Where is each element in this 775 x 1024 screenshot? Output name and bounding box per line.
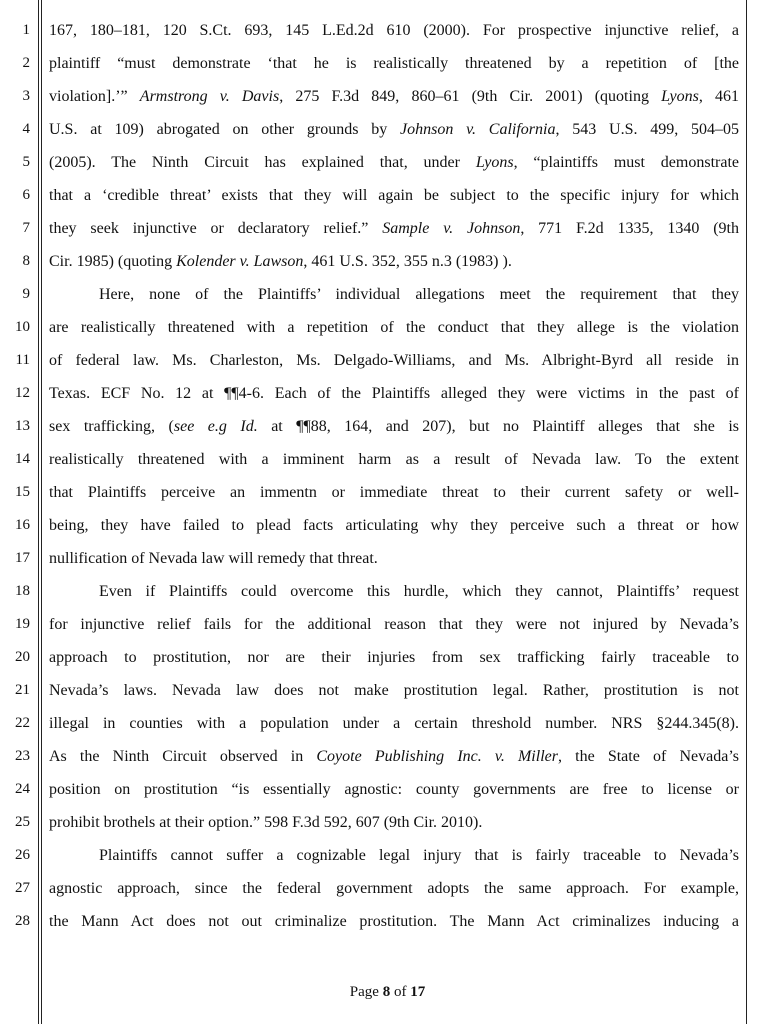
text-line: Cir. 1985) (quoting Kolender v. Lawson, 461 U.S. 352, 355 n.3 (1983) ).: [49, 253, 512, 270]
text-line: Even if Plaintiffs could overcome this hurdle, which they cannot, Plaintiffs’ request: [99, 583, 739, 600]
line-number: 23: [15, 748, 30, 764]
text-line: that Plaintiffs perceive an immentn or immediate threat to their current safety or well-: [49, 484, 739, 501]
line-number: 5: [22, 154, 30, 170]
line-number: 22: [15, 715, 30, 731]
line-number: 27: [15, 880, 30, 896]
line-number: 6: [22, 187, 30, 203]
line-number: 11: [15, 352, 30, 368]
text-line: illegal in counties with a population under a certain threshold number. NRS §244.345(8).: [49, 715, 739, 732]
text-line: being, they have failed to plead facts articulating why they perceive such a threat or how: [49, 517, 739, 534]
text-line: U.S. at 109) abrogated on other grounds by Johnson v. California, 543 U.S. 499, 504–05: [49, 121, 739, 138]
text-line: realistically threatened with a imminent harm as a result of Nevada law. To the extent: [49, 451, 739, 468]
left-margin-rule-outer: [38, 0, 39, 1024]
left-margin-rule-inner: [41, 0, 42, 1024]
line-number: 12: [15, 385, 30, 401]
line-number: 20: [15, 649, 30, 665]
text-line: of federal law. Ms. Charleston, Ms. Delgado-Williams, and Ms. Albright-Byrd all reside in: [49, 352, 739, 369]
current-page-number: 8: [382, 984, 391, 1000]
text-line: plaintiff “must demonstrate ‘that he is realistically threatened by a repetition of [the: [49, 55, 739, 72]
text-line: that a ‘credible threat’ exists that they will again be subject to the specific injury for which: [49, 187, 739, 204]
line-number: 15: [15, 484, 30, 500]
text-line: Nevada’s laws. Nevada law does not make prostitution legal. Rather, prostitution is not: [49, 682, 739, 699]
line-number: 25: [15, 814, 30, 830]
line-number: 4: [22, 121, 30, 137]
line-number: 28: [15, 913, 30, 929]
text-line: Plaintiffs cannot suffer a cognizable legal injury that is fairly traceable to Nevada’s: [99, 847, 739, 864]
footer-of: of: [390, 984, 411, 1000]
line-number: 10: [15, 319, 30, 335]
line-number: 18: [15, 583, 30, 599]
line-number: 13: [15, 418, 30, 434]
line-number: 21: [15, 682, 30, 698]
line-number: 26: [15, 847, 30, 863]
line-number: 16: [15, 517, 30, 533]
text-line: prohibit brothels at their option.” 598 F.3d 592, 607 (9th Cir. 2010).: [49, 814, 483, 831]
right-margin-rule: [746, 0, 747, 1024]
line-number: 3: [22, 88, 30, 104]
text-line: for injunctive relief fails for the additional reason that they were not injured by Nevada’s: [49, 616, 739, 633]
line-number: 17: [15, 550, 30, 566]
page-footer: [0, 984, 775, 1001]
text-line: violation].’” Armstrong v. Davis, 275 F.3d 849, 860–61 (9th Cir. 2001) (quoting Lyons, 461: [49, 88, 739, 105]
text-line: position on prostitution “is essentially agnostic: county governments are free to license or: [49, 781, 739, 798]
line-number: 19: [15, 616, 30, 632]
text-line: sex trafficking, (see e.g Id. at ¶¶88, 164, and 207), but no Plaintiff alleges that she is: [49, 418, 739, 435]
line-number: 24: [15, 781, 30, 797]
text-line: As the Ninth Circuit observed in Coyote Publishing Inc. v. Miller, the State of Nevada’s: [49, 748, 739, 765]
total-pages: 17: [410, 984, 426, 1000]
text-line: Texas. ECF No. 12 at ¶¶4-6. Each of the Plaintiffs alleged they were victims in the past of: [49, 385, 739, 402]
text-line: the Mann Act does not out criminalize prostitution. The Mann Act criminalizes inducing a: [49, 913, 739, 930]
line-number: 14: [15, 451, 30, 467]
text-line: agnostic approach, since the federal government adopts the same approach. For example,: [49, 880, 739, 897]
footer-prefix: Page: [349, 984, 383, 1000]
text-line: (2005). The Ninth Circuit has explained that, under Lyons, “plaintiffs must demonstrate: [49, 154, 739, 171]
text-line: are realistically threatened with a repetition of the conduct that they allege is the violation: [49, 319, 739, 336]
text-line: Here, none of the Plaintiffs’ individual allegations meet the requirement that they: [99, 286, 739, 303]
text-line: they seek injunctive or declaratory relief.” Sample v. Johnson, 771 F.2d 1335, 1340 (9th: [49, 220, 739, 237]
text-line: nullification of Nevada law will remedy that threat.: [49, 550, 378, 567]
line-number: 8: [22, 253, 30, 269]
line-number: 9: [22, 286, 30, 302]
line-number: 1: [22, 22, 30, 38]
line-number: 7: [22, 220, 30, 236]
line-number: 2: [22, 55, 30, 71]
text-line: approach to prostitution, nor are their injuries from sex trafficking fairly traceable to: [49, 649, 739, 666]
text-line: 167, 180–181, 120 S.Ct. 693, 145 L.Ed.2d 610 (2000). For prospective injunctive relief, a: [49, 22, 739, 39]
